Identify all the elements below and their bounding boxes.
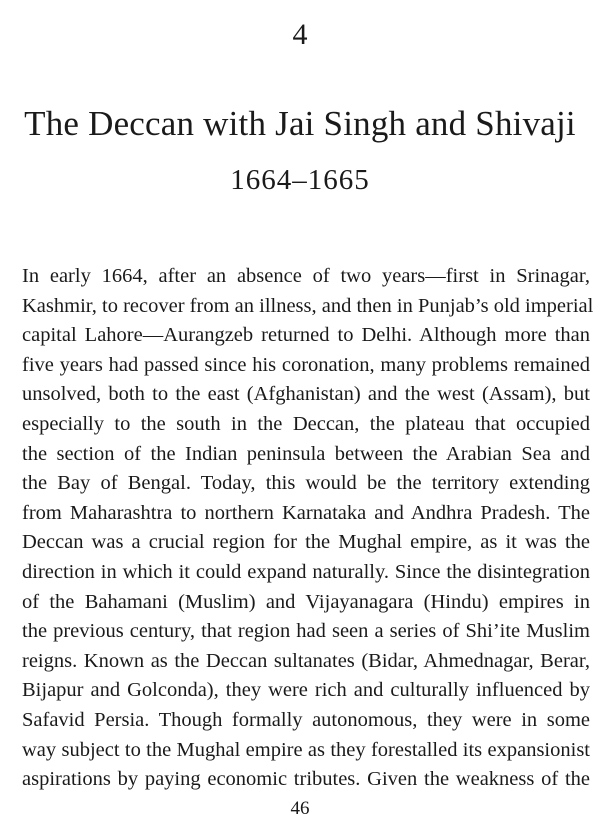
paragraph-line: the section of the Indian peninsula between the Arabian Sea and [22, 442, 590, 465]
chapter-number: 4 [292, 18, 308, 51]
paragraph-line: aspirations by paying economic tributes. Given the weakness of the [22, 768, 590, 791]
paragraph-line: In early 1664, after an absence of two years—first in Srinagar, [22, 265, 590, 287]
paragraph-line: capital Lahore—Aurangzeb returned to Delhi. Although more than [22, 324, 590, 347]
chapter-dates: 1664–1665 [230, 164, 370, 196]
paragraph-line: direction in which it could expand naturally. Since the disintegration [22, 560, 590, 583]
paragraph-line: the previous century, that region had seen a series of Shi’ite Muslim [22, 620, 590, 643]
paragraph-line: five years had passed since his coronation, many problems remained [22, 353, 590, 376]
paragraph-line: of the Bahamani (Muslim) and Vijayanagara (Hindu) empires in [22, 590, 590, 613]
paragraph-line: Kashmir, to recover from an illness, and then in Punjab’s old imperial [22, 294, 594, 317]
paragraph-line: Safavid Persia. Though formally autonomous, they were in some [22, 708, 590, 731]
paragraph-line: reigns. Known as the Deccan sultanates (Bidar, Ahmednagar, Berar, [22, 649, 590, 672]
paragraph-line: the Bay of Bengal. Today, this would be the territory extending [22, 472, 590, 495]
chapter-title: The Deccan with Jai Singh and Shivaji [24, 104, 576, 143]
paragraph-line: from Maharashtra to northern Karnataka and Andhra Pradesh. The [22, 501, 590, 524]
paragraph-line: unsolved, both to the east (Afghanistan) and the west (Assam), but [22, 383, 590, 406]
paragraph-line: Deccan was a crucial region for the Mughal empire, as it was the [22, 531, 590, 554]
paragraph-line: Bijapur and Golconda), they were rich and culturally influenced by [22, 679, 590, 702]
paragraph-line: way subject to the Mughal empire as they forestalled its expansionist [22, 738, 590, 761]
page-number: 46 [290, 798, 310, 819]
paragraph-line: especially to the south in the Deccan, the plateau that occupied [22, 412, 590, 435]
body-paragraph [22, 262, 594, 795]
